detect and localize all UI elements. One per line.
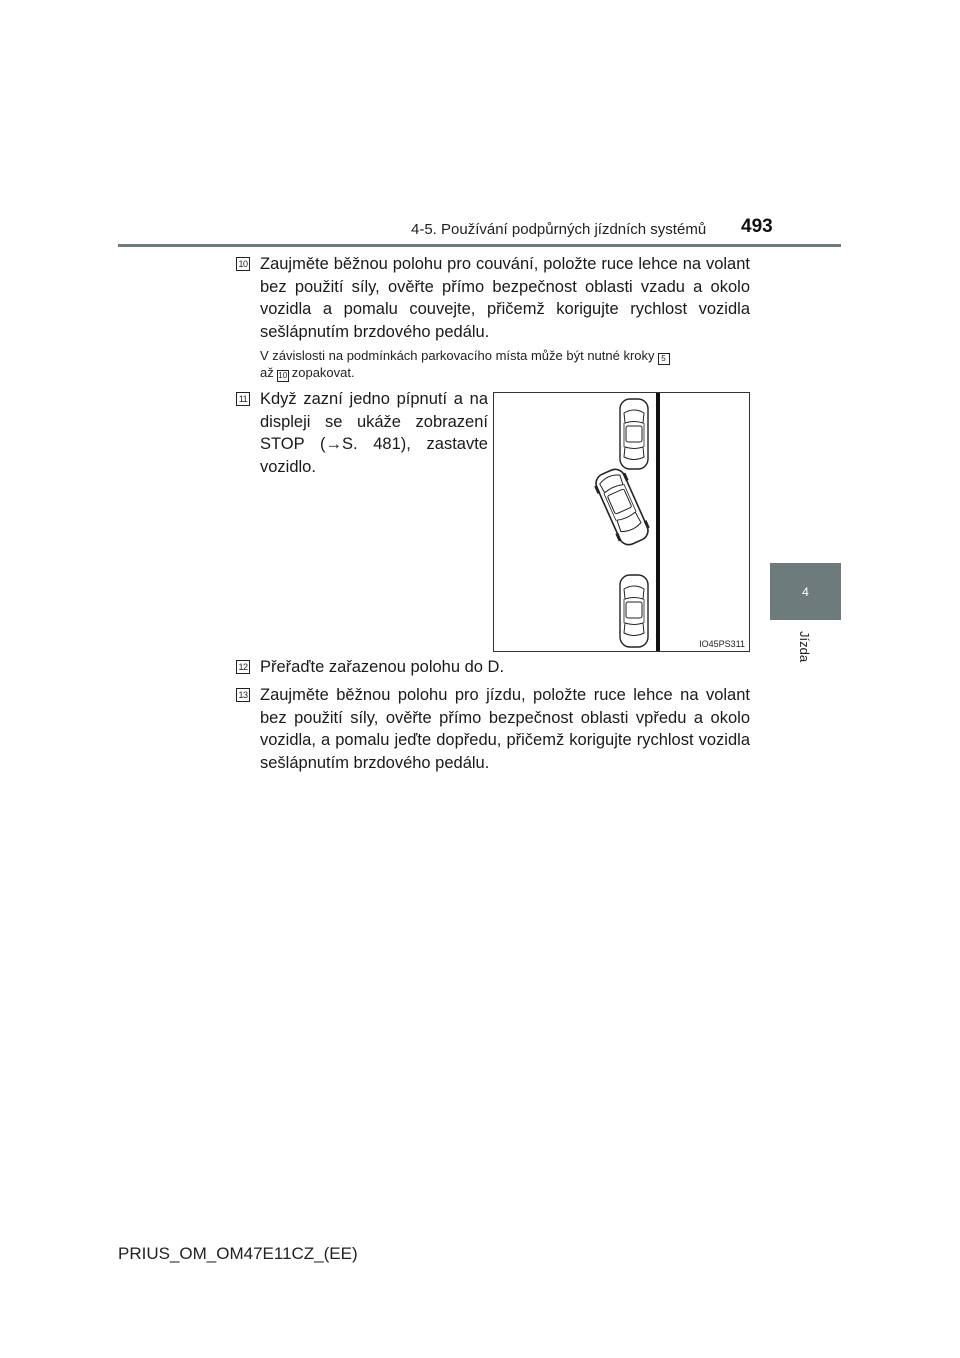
step-text: Zaujměte běžnou polohu pro jízdu, položte ruce lehce na volant bez použití síly, ověřte přímo bezpečnost oblasti vpředu a okolo vozidla, a pomalu jeďte dopředu, přičemž korigujte rychlost vozidla sešlápnutím brzdového pedálu.: [260, 686, 750, 772]
chapter-label: Jízda: [797, 631, 812, 663]
page-number: 493: [741, 216, 773, 237]
illustration-code: IO45PS311: [699, 639, 745, 649]
step-text: Zaujměte běžnou polohu pro couvání, položte ruce lehce na volant bez použití síly, ověřte přímo bezpečnost oblasti vzadu a okolo vozidla a pomalu couvejte, přičemž korigujte rychlost vozidla sešlápnutím brzdového pedálu.: [260, 255, 750, 341]
chapter-number: 4: [802, 584, 809, 599]
step-note: [260, 348, 750, 382]
parking-illustration: [493, 392, 750, 652]
parked-car-icon: [620, 399, 648, 469]
step-number-badge: 13: [236, 688, 250, 702]
note-ref-end: 10: [278, 371, 288, 380]
chapter-tab: [770, 563, 841, 620]
parking-diagram-icon: [494, 393, 749, 651]
parked-car-icon: [620, 575, 648, 647]
header-divider: [118, 244, 841, 247]
step-number-badge: 10: [236, 257, 250, 271]
maneuvering-car-icon: [591, 465, 653, 548]
note-ref-start: 5: [658, 353, 670, 365]
note-suffix: zopakovat.: [291, 365, 355, 380]
note-prefix: V závislosti na podmínkách parkovacího místa může být nutné kroky: [260, 348, 655, 363]
curb-line: [656, 393, 660, 651]
note-mid: až: [260, 365, 274, 380]
step-text: Přeřaďte zařazenou polohu do D.: [260, 658, 505, 676]
step-number-badge: 11: [236, 392, 250, 406]
document-code: PRIUS_OM_OM47E11CZ_(EE): [118, 1244, 358, 1263]
step-number-badge: 12: [236, 660, 250, 674]
section-title: 4-5. Používání podpůrných jízdních systémů: [411, 221, 707, 238]
step-text: Když zazní jedno pípnutí a na displeji se ukáže zobrazení STOP (→S. 481), zastavte vozidlo.: [260, 390, 488, 476]
